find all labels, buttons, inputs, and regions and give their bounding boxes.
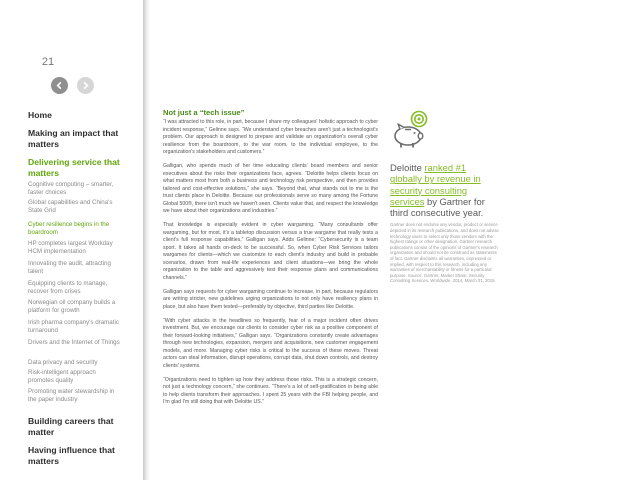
callout-after: by Gartner for third consecutive year. bbox=[390, 195, 485, 219]
article-paragraph: “With cyber attacks in the headlines so frequently, fear of a major incident often drives investment. But, we encourage our clients to consider cyber risk as a positive component of their forward-looking initiatives,” Galligan says. “Organizations constantly create advantages through new technologies, expansion, mergers and acquisitions, new customer engagement models, and more. Managing cyber risks is critical to the success of these moves. Threat actors can steal information, disrupt operations, corrupt data, shut down controls, and destroy clients' systems. bbox=[163, 317, 378, 369]
nav-delivering-service[interactable]: Delivering service that matters bbox=[28, 157, 120, 178]
nav-sub-cognitive[interactable]: Cognitive computing – smarter, faster choices bbox=[28, 181, 114, 196]
article-paragraph: Galligan, who spends much of her time educating clients' board members and senior executives about the risks their organizations face, agrees. “Deloitte helps clients focus on what matters most from both a business and technology risk perspective, and then provides tailored and cost-effective solutions,” she says. “Beyond that, what stands out to me is the trust clients place in Deloitte. Because our professionals serve so many among the Fortune Global 500®, there isn't much we haven't seen. Clients value that, and respect the knowledge we have about their organizations and industries.” bbox=[163, 163, 378, 214]
next-page-button[interactable] bbox=[77, 77, 94, 94]
nav-sub-norwegian-oil[interactable]: Norwegian oil company builds a platform for growth bbox=[28, 299, 116, 314]
nav-sub-equipping-clients[interactable]: Equipping clients to manage, recover from crises bbox=[28, 280, 108, 295]
nav-sub-irish-pharma[interactable]: Irish pharma company's dramatic turnaround bbox=[28, 319, 119, 334]
nav-sub-data-privacy[interactable]: Data privacy and security bbox=[28, 359, 98, 366]
chevron-left-icon bbox=[55, 81, 64, 90]
nav-sub-global-capabilities[interactable]: Global capabilities and China's State Grid bbox=[28, 199, 113, 214]
gartner-disclaimer: Gartner does not endorse any vendor, product or service depicted in its research publications, and does not advise technology users to select only those vendors with the highest ratings or other designation. Gartner research publications consist of the opinions of Gartner's research organization and should not be construed as statements of fact. Gartner disclaims all warranties, expressed or implied, with respect to this research, including any warranties of merchantability or fitness for a particular purpose. Source: Gartner, Market Share: Security Consulting Services, Worldwide, 2014, March 31, 2015. bbox=[390, 222, 499, 284]
nav-building-careers[interactable]: Building careers that matter bbox=[28, 416, 114, 437]
nav-home[interactable]: Home bbox=[28, 110, 52, 120]
nav-making-impact[interactable]: Making an impact that matters bbox=[28, 128, 119, 149]
page-number: 21 bbox=[41, 56, 55, 68]
article-heading: Not just a “tech issue” bbox=[163, 108, 245, 117]
article-paragraph: That knowledge is especially evident in cyber wargaming. “Many consultants offer wargaming, but for most, it's a tabletop discussion versus a true wargame that really tests a client's full response capabilities,” Galligan says. Adds Gelinne: “Cybersecurity is a team sport. It takes all hands on-deck to be successful. So, when Cyber Risk Services tailors wargames for clients—which we customize to each client's industry and build in probable scenarios, drawn from real-life experiences and client situations—we bring the whole organization to the table and aggressively test their response plans and communications channels.” bbox=[163, 222, 378, 281]
sidebar bbox=[0, 0, 143, 480]
article-paragraph: “I was attracted to this role, in part, because I share my colleagues' holistic approach to cyber incident response,” Gelinne says. “We understand cyber breaches aren't just a technologist's problem. Our approach is designed to prepare and validate an organization's overall cyber resilience from the boardroom, to the war room, to the individual employee, to the organization's stakeholders and customers.” bbox=[163, 119, 378, 155]
article-body bbox=[163, 108, 378, 413]
nav-sub-drivers-iot[interactable]: Drivers and the Internet of Things bbox=[28, 339, 120, 346]
article-paragraph: “Organizations need to tighten up how they address those risks. This is a strategic concern, not just a technology concern,” she continues. “There's a lot of self-gratification in being able to help clients transform their approaches. I spent 25 years with the FBI helping people, and I'm glad I'm still doing that with Deloitte US.” bbox=[163, 376, 378, 405]
chevron-right-icon bbox=[81, 81, 90, 90]
nav-having-influence[interactable]: Having influence that matters bbox=[28, 445, 115, 466]
nav-sub-hp-workday[interactable]: HP completes largest Workday HCM implementation bbox=[28, 240, 113, 255]
previous-page-button[interactable] bbox=[51, 77, 68, 94]
callout-before: Deloitte bbox=[390, 162, 425, 173]
nav-sub-cyber-resilience[interactable]: Cyber resilience begins in the boardroom bbox=[28, 221, 110, 236]
gartner-ranking-link[interactable]: ranked #1 globally by revenue in security consulting services bbox=[390, 162, 481, 207]
nav-sub-water-stewardship[interactable]: Promoting water stewardship in the paper industry bbox=[28, 388, 115, 403]
article-paragraph: Galligan says requests for cyber wargaming continue to increase, in part, because regulators are writing stricter, new guidelines urging organizations to not only have resiliency plans in place, but also have them tested—preferably by objective, third parties like Deloitte. bbox=[163, 288, 378, 310]
callout-column bbox=[390, 110, 500, 284]
nav-sub-innovating-audit[interactable]: Innovating the audit, attracting talent bbox=[28, 260, 111, 275]
sidebar-shadow-divider bbox=[143, 0, 150, 480]
callout-text bbox=[390, 162, 500, 218]
piggy-bank-target-icon bbox=[390, 110, 432, 150]
nav-sub-risk-intelligent[interactable]: Risk-intelligent approach promotes quality bbox=[28, 369, 96, 384]
